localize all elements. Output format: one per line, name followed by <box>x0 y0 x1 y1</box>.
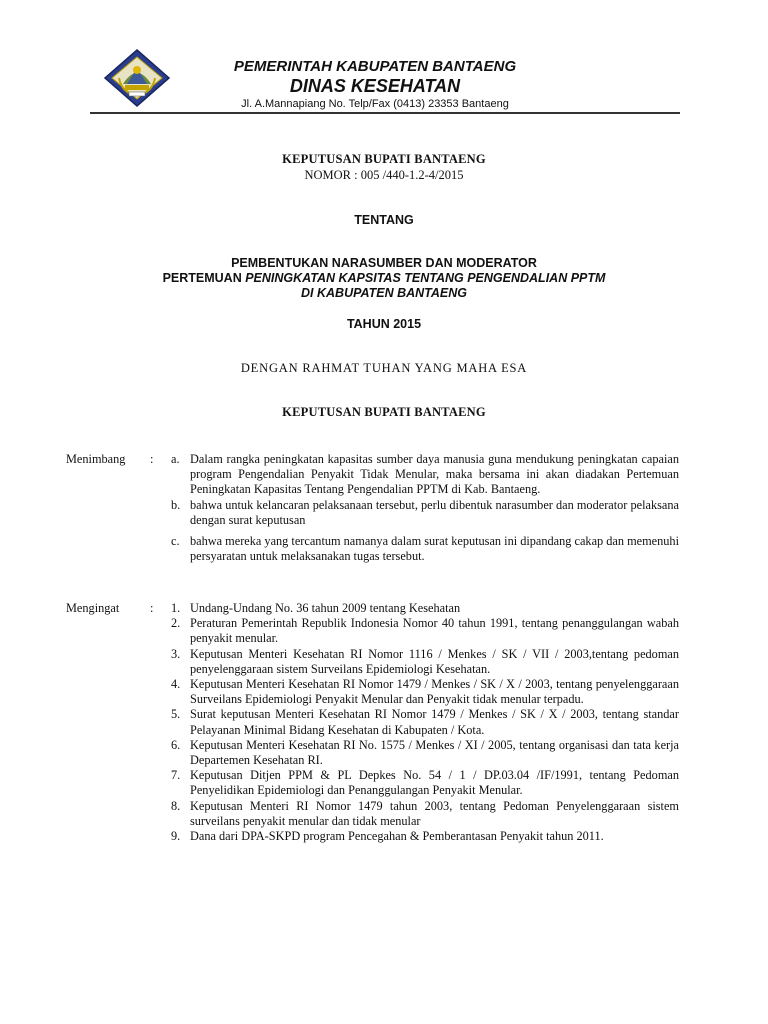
item-marker: 8. <box>171 798 181 813</box>
item-marker: b. <box>171 497 181 512</box>
kabupaten-bantaeng-emblem-icon <box>103 48 171 108</box>
department-address: Jl. A.Mannapiang No. Telp/Fax (0413) 23353 Bantaeng <box>241 98 509 110</box>
list-item <box>171 498 679 528</box>
menimbang-label: Menimbang <box>66 452 126 466</box>
department-name: DINAS KESEHATAN <box>289 76 461 96</box>
menimbang-list <box>171 452 679 564</box>
mengingat-colon: : <box>150 601 154 615</box>
item-marker: 7. <box>171 768 181 783</box>
list-item <box>171 647 679 677</box>
list-item <box>171 768 679 798</box>
item-text: Keputusan Menteri RI Nomor 1479 tahun 2003, tentang Pedoman Penyelenggaraan sistem surveilans penyakit menular dan tidak menular <box>190 798 679 828</box>
list-item <box>171 799 679 829</box>
decree-title: KEPUTUSAN BUPATI BANTAENG <box>282 152 486 166</box>
decree-subject-line2-italic: PENINGKATAN KAPSITAS TENTANG PENGENDALIAN PPTM <box>245 271 606 285</box>
decree-subject-line1: PEMBENTUKAN NARASUMBER DAN MODERATOR <box>231 256 537 270</box>
item-text: bahwa untuk kelancaran pelaksanaan tersebut, perlu dibentuk narasumber dan moderator pelaksana dengan surat keputusan <box>190 497 679 527</box>
item-text: Dana dari DPA-SKPD program Pencegahan & Pemberantasan Penyakit tahun 2011. <box>190 829 604 844</box>
item-marker: 9. <box>171 829 181 844</box>
decree-title-repeat: KEPUTUSAN BUPATI BANTAENG <box>282 405 486 419</box>
item-marker: 5. <box>171 707 181 722</box>
decree-subject-line2-prefix: PERTEMUAN <box>162 271 246 285</box>
item-marker: a. <box>171 452 180 466</box>
item-text: Peraturan Pemerintah Republik Indonesia Nomor 40 tahun 1991, tentang penanggulangan wabah penyakit menular. <box>190 616 679 646</box>
mengingat-label: Mengingat <box>66 601 120 615</box>
item-marker: 3. <box>171 646 181 661</box>
item-text: Undang-Undang No. 36 tahun 2009 tentang Kesehatan <box>190 601 461 615</box>
government-name: PEMERINTAH KABUPATEN BANTAENG <box>233 58 517 75</box>
list-item <box>171 616 679 646</box>
decree-number: NOMOR : 005 /440-1.2-4/2015 <box>304 168 464 182</box>
list-item <box>171 601 679 616</box>
item-marker: 6. <box>171 737 181 752</box>
menimbang-colon: : <box>150 452 154 466</box>
list-item <box>171 707 679 737</box>
item-text: Keputusan Menteri Kesehatan RI No. 1575 / Menkes / XI / 2005, tentang organisasi dan tata kerja Departemen Kesehatan RI. <box>190 737 679 768</box>
letterhead <box>0 0 768 120</box>
list-item <box>171 829 679 844</box>
list-item <box>171 677 679 707</box>
letterhead-text <box>190 58 560 96</box>
item-marker: 4. <box>171 677 181 692</box>
decree-subject-line2 <box>0 271 768 285</box>
item-text: Keputusan Menteri Kesehatan RI Nomor 1479 / Menkes / SK / X / 2003, tentang penyelenggaraan Surveilans Epidemiologi Penyakit Menular dan Penyakit tidak menular terpadu. <box>190 677 679 707</box>
item-text: Keputusan Ditjen PPM & PL Depkes No. 54 / 1 / DP.03.04 /IF/1991, tentang Pedoman Penyelidikan Epidemiologi dan Penanggulangan Penyakit Menular. <box>190 768 679 798</box>
decree-subject-line3: DI KABUPATEN BANTAENG <box>301 286 467 300</box>
letterhead-divider <box>90 112 680 114</box>
item-text: Surat keputusan Menteri Kesehatan RI Nomor 1479 / Menkes / SK / X / 2003, tentang standar Pelayanan Minimal Bidang Kesehatan di Kabupaten / Kota. <box>190 707 679 737</box>
blessing-line: DENGAN RAHMAT TUHAN YANG MAHA ESA <box>240 361 528 375</box>
item-marker: 2. <box>171 616 181 631</box>
item-marker: 1. <box>171 601 181 615</box>
list-item <box>171 534 679 564</box>
list-item <box>171 452 679 498</box>
decree-year: TAHUN 2015 <box>346 317 422 331</box>
mengingat-list <box>171 601 679 844</box>
item-text: Keputusan Menteri Kesehatan RI Nomor 1116 / Menkes / SK / VII / 2003,tentang pedoman penyelenggaraan sistem Surveilans Epidemiologi Kesehatan. <box>190 646 679 676</box>
decree-about: TENTANG <box>354 213 414 227</box>
item-marker: c. <box>171 534 180 549</box>
item-text: bahwa mereka yang tercantum namanya dalam surat keputusan ini dipandang cakap dan memenuhi persyaratan untuk melaksanakan tugas tersebut. <box>190 534 679 564</box>
list-item <box>171 738 679 768</box>
item-text: Dalam rangka peningkatan kapasitas sumber daya manusia guna mendukung peningkatan capaian program Pengendalian Penyakit Tidak Menular, maka bersama ini akan diadakan Pertemuan Peningkatan Kapasitas Tentang Pengendalian PPTM di Kab. Bantaeng. <box>190 452 679 497</box>
